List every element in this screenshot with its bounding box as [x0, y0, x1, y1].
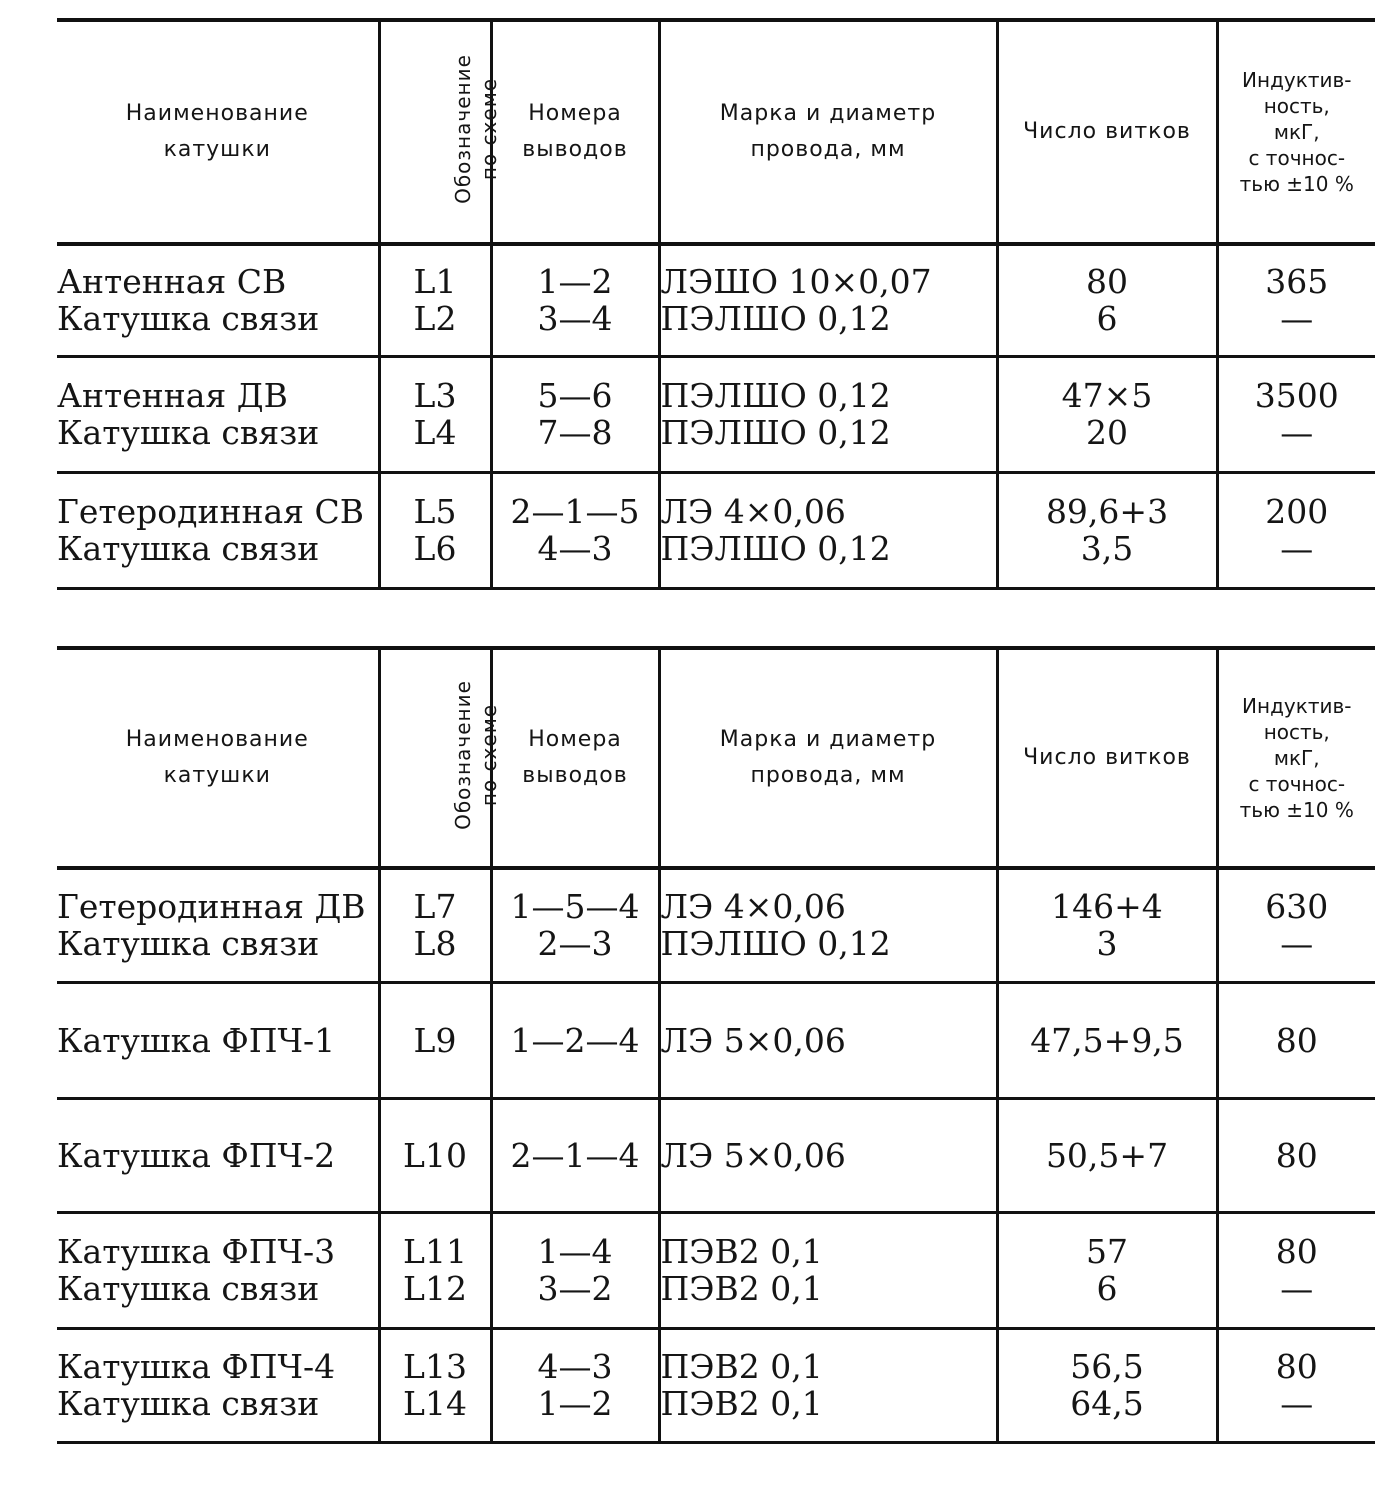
- coil-inductance: 80 —: [1217, 1212, 1375, 1328]
- coil-name: Антенная СВ Катушка связи: [57, 262, 320, 339]
- table-row: [57, 356, 1375, 472]
- coil-turns: 47,5+9,5: [997, 982, 1217, 1098]
- header-inductance: Индуктив- ность, мкГ, с точнос- тью ±10 %: [1217, 20, 1375, 244]
- header-designation: Обозначение по схеме: [379, 20, 491, 244]
- coil-name: Гетеродинная СВ Катушка связи: [57, 492, 364, 568]
- header-designation: Обозначение по схеме: [379, 648, 491, 868]
- coil-inductance: 200 —: [1217, 472, 1375, 588]
- header-turns: Число витков: [997, 20, 1217, 244]
- table-header-row: [57, 648, 1375, 868]
- table-row: [57, 1098, 1375, 1212]
- coil-pins: 1—5—4 2—3: [491, 868, 659, 982]
- coil-pins: 4—3 1—2: [491, 1328, 659, 1442]
- table-row: [57, 1212, 1375, 1328]
- coil-pins: 1—4 3—2: [491, 1212, 659, 1328]
- coil-wire: ЛЭ 5×0,06: [659, 1098, 997, 1212]
- header-name: Наименование катушки: [125, 727, 309, 788]
- coil-wire: ПЭВ2 0,1 ПЭВ2 0,1: [659, 1328, 997, 1442]
- coil-name: Катушка ФПЧ-1: [57, 1020, 336, 1060]
- table-row: [57, 868, 1375, 982]
- table-header-row: [57, 20, 1375, 244]
- coil-wire: ЛЭ 4×0,06 ПЭЛШО 0,12: [659, 868, 997, 982]
- coil-pins: 2—1—5 4—3: [491, 472, 659, 588]
- header-turns: Число витков: [997, 648, 1217, 868]
- header-inductance: Индуктив- ность, мкГ, с точнос- тью ±10 %: [1217, 648, 1375, 868]
- coil-pins: 1—2 3—4: [491, 244, 659, 356]
- coil-designation: L11 L12: [379, 1212, 491, 1328]
- coil-turns: 146+4 3: [997, 868, 1217, 982]
- coil-pins: 2—1—4: [491, 1098, 659, 1212]
- header-wire: Марка и диаметр провода, мм: [659, 648, 997, 868]
- coil-wire: ЛЭ 5×0,06: [659, 982, 997, 1098]
- coil-table-1: [57, 18, 1375, 590]
- coil-wire: ПЭВ2 0,1 ПЭВ2 0,1: [659, 1212, 997, 1328]
- coil-turns: 50,5+7: [997, 1098, 1217, 1212]
- coil-pins: 1—2—4: [491, 982, 659, 1098]
- coil-wire: ЛЭШО 10×0,07 ПЭЛШО 0,12: [659, 244, 997, 356]
- coil-designation: L13 L14: [379, 1328, 491, 1442]
- coil-turns: 80 6: [997, 244, 1217, 356]
- table-row: [57, 472, 1375, 588]
- coil-pins: 5—6 7—8: [491, 356, 659, 472]
- coil-inductance: 630 —: [1217, 868, 1375, 982]
- coil-inductance: 3500 —: [1217, 356, 1375, 472]
- table-row: [57, 244, 1375, 356]
- coil-inductance: 365 —: [1217, 244, 1375, 356]
- coil-name: Катушка ФПЧ-3 Катушка связи: [57, 1232, 336, 1308]
- header-pins: Номера выводов: [491, 20, 659, 244]
- coil-designation: L5 L6: [379, 472, 491, 588]
- coil-turns: 89,6+3 3,5: [997, 472, 1217, 588]
- coil-inductance: 80: [1217, 1098, 1375, 1212]
- coil-designation: L10: [379, 1098, 491, 1212]
- coil-name: Катушка ФПЧ-2: [57, 1135, 336, 1175]
- coil-name: Катушка ФПЧ-4 Катушка связи: [57, 1347, 336, 1423]
- coil-inductance: 80 —: [1217, 1328, 1375, 1442]
- header-wire: Марка и диаметр провода, мм: [659, 20, 997, 244]
- coil-turns: 56,5 64,5: [997, 1328, 1217, 1442]
- coil-name: Антенная ДВ Катушка связи: [57, 376, 320, 452]
- coil-designation: L1 L2: [379, 244, 491, 356]
- header-pins: Номера выводов: [491, 648, 659, 868]
- coil-designation: L3 L4: [379, 356, 491, 472]
- coil-turns: 47×5 20: [997, 356, 1217, 472]
- coil-turns: 57 6: [997, 1212, 1217, 1328]
- coil-designation: L9: [379, 982, 491, 1098]
- coil-name: Гетеродинная ДВ Катушка связи: [57, 887, 366, 964]
- coil-wire: ЛЭ 4×0,06 ПЭЛШО 0,12: [659, 472, 997, 588]
- coil-designation: L7 L8: [379, 868, 491, 982]
- coil-inductance: 80: [1217, 982, 1375, 1098]
- coil-wire: ПЭЛШО 0,12 ПЭЛШО 0,12: [659, 356, 997, 472]
- table-row: [57, 982, 1375, 1098]
- coil-table-2: [57, 646, 1375, 1444]
- header-name: Наименование катушки: [125, 101, 309, 162]
- table-row: [57, 1328, 1375, 1442]
